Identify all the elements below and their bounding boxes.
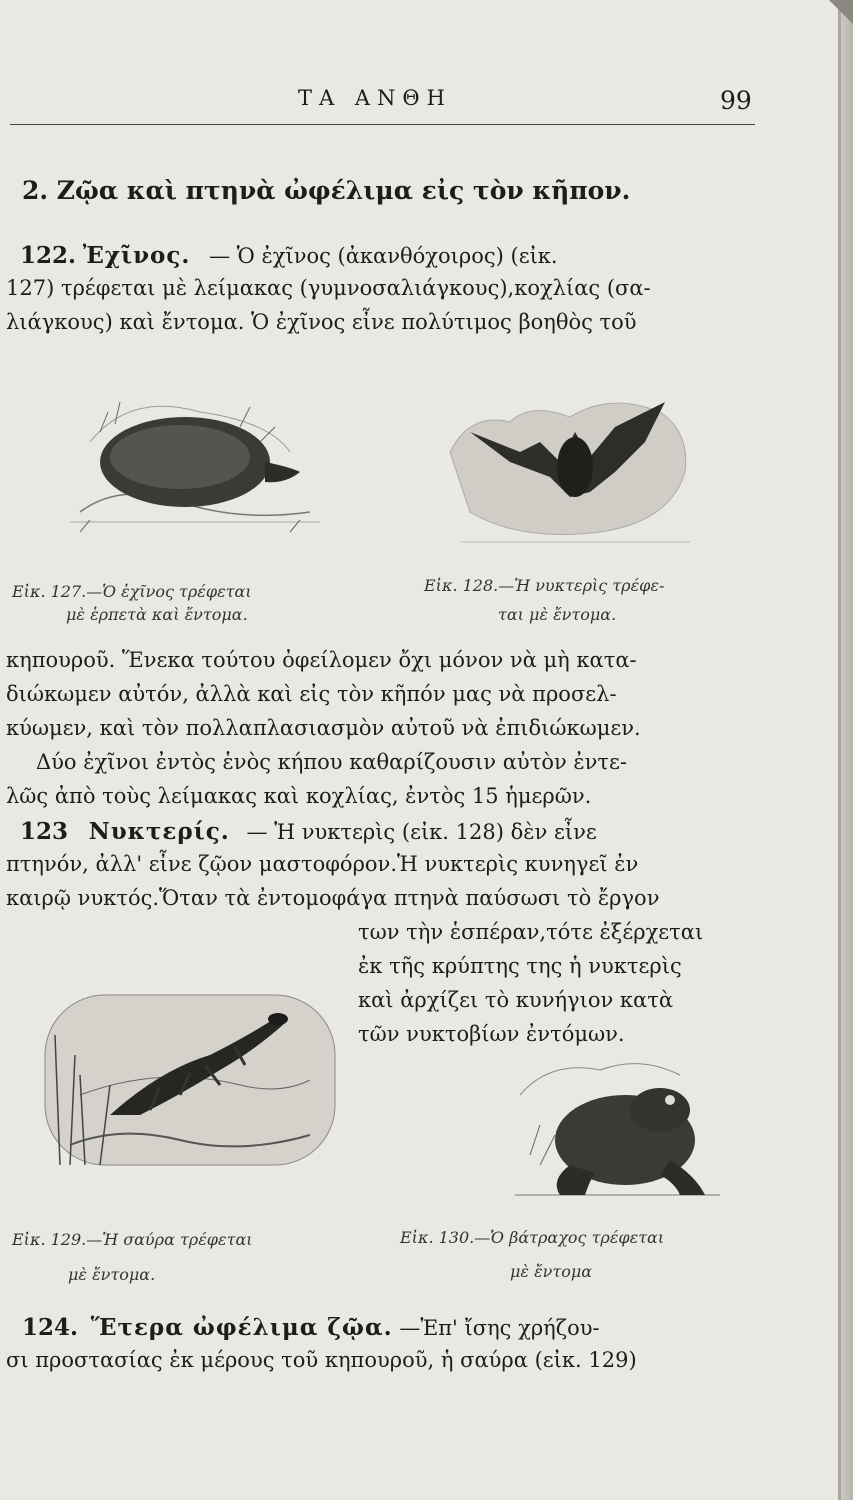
paragraph-122-line-1 [20,242,853,269]
paragraph-123-line-3: καιρῷ νυκτός.Ὅταν τὰ ἐντομοφάγα πτηνὰ παύσωσι τὸ ἔργον [6,886,660,910]
paragraph-text: —Ἐπ' ἴσης χρήζου- [399,1316,600,1340]
running-header [0,86,838,126]
paragraph-123-line-6: καὶ ἀρχίζει τὸ κυνήγιον κατὰ [358,988,674,1012]
paragraph-number: 124. [22,1314,79,1341]
running-title: ΤΑ ΑΝΘΗ [298,86,452,110]
paragraph-text: — Ὁ ἐχῖνος (ἀκανθόχοιρος) (εἰκ. [209,244,558,268]
paragraph-123-line-5: ἐκ τῆς κρύπτης της ἡ νυκτερὶς [358,954,682,978]
paragraph-123-line-2: πτηνόν, ἀλλ' εἶνε ζῷον μαστοφόρον.Ἡ νυκτερὶς κυνηγεῖ ἐν [6,852,639,876]
figure-128-caption-line-1: Εἰκ. 128.—Ἡ νυκτερὶς τρέφε- [424,576,665,595]
paragraph-123-line-4: των τὴν ἑσπέραν,τότε ἐξέρχεται [358,920,704,944]
header-rule [10,124,755,125]
body-line-3: κύωμεν, καὶ τὸν πολλαπλασιασμὸν αὐτοῦ νὰ ἐπιδιώκωμεν. [6,716,641,740]
paragraph-title: Ἐχῖνος. [82,242,191,269]
paragraph-122-line-2: 127) τρέφεται μὲ λείμακας (γυμνοσαλιάγκους),κοχλίας (σα- [6,276,651,300]
figure-127-caption-line-2: μὲ ἑρπετὰ καὶ ἔντομα. [66,605,248,624]
paragraph-title: Νυκτερίς. [88,818,230,845]
lizard-illustration [40,975,340,1175]
figure-128-caption-line-2: ται μὲ ἔντομα. [498,605,617,624]
paragraph-number: 123 [20,818,69,845]
paragraph-number: 122. [20,242,77,269]
figure-130-caption-line-2: μὲ ἔντομα [510,1262,593,1281]
figure-129-caption-line-2: μὲ ἔντομα. [68,1265,156,1284]
section-heading: 2. Ζῷα καὶ πτηνὰ ὠφέλιμα εἰς τὸν κῆπον. [22,176,631,205]
body-line-4: Δύο ἐχῖνοι ἐντὸς ἑνὸς κήπου καθαρίζουσιν αὐτὸν ἐντε- [36,750,628,774]
body-line-5: λῶς ἀπὸ τοὺς λείμακας καὶ κοχλίας, ἐντὸς 15 ἡμερῶν. [6,784,592,808]
frog-illustration [510,1055,730,1205]
page-number: 99 [720,86,752,115]
body-line-1: κηπουροῦ. Ἕνεκα τούτου ὀφείλομεν ὄχι μόνον νὰ μὴ κατα- [6,648,637,672]
figure-127-caption-line-1: Εἰκ. 127.—Ὁ ἐχῖνος τρέφεται [12,582,252,601]
paragraph-title: Ἕτερα ὠφέλιμα ζῷα. [90,1314,393,1341]
body-line-2: διώκωμεν αὐτόν, ἀλλὰ καὶ εἰς τὸν κῆπόν μας νὰ προσελ- [6,682,617,706]
paragraph-124-line-1 [22,1314,853,1341]
figure-129-caption-line-1: Εἰκ. 129.—Ἡ σαύρα τρέφεται [12,1230,253,1249]
hedgehog-illustration [60,372,330,552]
paragraph-123-line-7: τῶν νυκτοβίων ἐντόμων. [358,1022,625,1046]
page-corner [829,0,853,24]
paragraph-122-line-3: λιάγκους) καὶ ἔντομα. Ὁ ἐχῖνος εἶνε πολύτιμος βοηθὸς τοῦ [6,310,637,334]
bat-illustration [440,372,710,552]
paragraph-text: — Ἡ νυκτερὶς (εἰκ. 128) δὲν εἶνε [246,820,597,844]
paragraph-124-line-2: σι προστασίας ἐκ μέρους τοῦ κηπουροῦ, ἡ σαύρα (εἰκ. 129) [6,1348,637,1372]
paragraph-123-line-1 [20,818,853,845]
figure-130-caption-line-1: Εἰκ. 130.—Ὁ βάτραχος τρέφεται [400,1228,665,1247]
